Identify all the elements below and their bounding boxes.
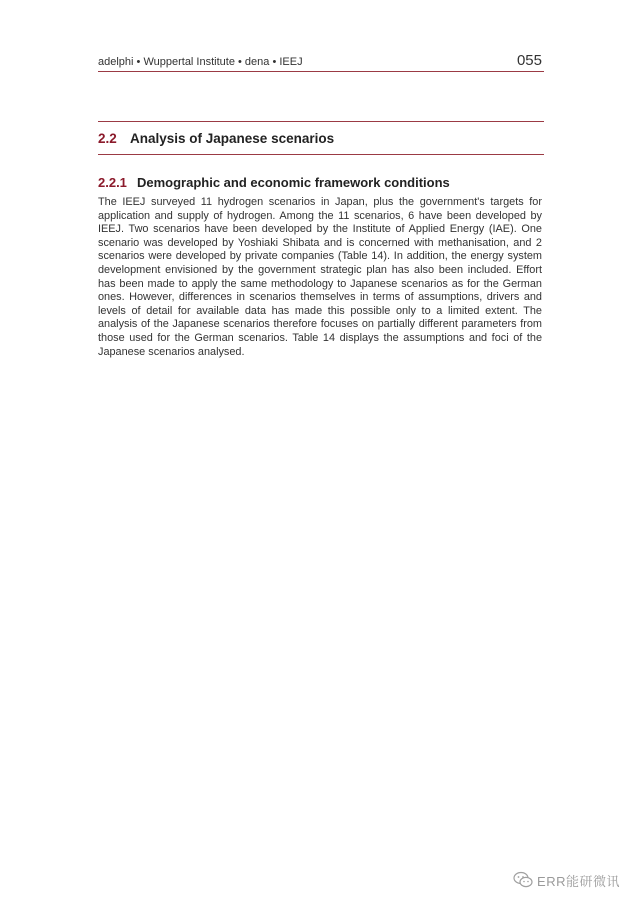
page-number: 055 xyxy=(516,52,542,69)
header-rule xyxy=(98,71,544,72)
subsection-number: 2.2.1 xyxy=(98,175,127,190)
watermark-text: ERR能研微讯 xyxy=(537,873,620,889)
subsection-heading xyxy=(98,175,450,190)
body-paragraph: The IEEJ surveyed 11 hydrogen scenarios in Japan, plus the government's targets for application and supply of hydrogen. Among the 11 scenarios, 6 have been developed by IEEJ. Two scenarios have been developed by the Institute of Applied Energy (IAE). One scenario was developed by Yoshiaki Shibata and is concerned with methanisation, and 2 scenarios were developed by private companies (Table 14). In addition, the energy system development envisioned by the government strategic plan has also been included. Effort has been made to apply the same methodology to Japanese scenarios as for the German ones. However, differences in scenarios themselves in terms of assumptions, drivers and levels of detail for available data has made this possible only to a limited extent. The analysis of the Japanese scenarios therefore focuses on partially different parameters from those used for the German scenarios. Table 14 displays the assumptions and foci of the Japanese scenarios analysed. xyxy=(98,196,542,358)
header-authors: adelphi • Wuppertal Institute • dena • IEEJ xyxy=(98,56,303,68)
wechat-icon xyxy=(513,871,533,889)
page-header xyxy=(98,52,542,72)
section-title: Analysis of Japanese scenarios xyxy=(130,131,335,146)
section-top-rule xyxy=(98,121,544,122)
subsection-title: Demographic and economic framework conditions xyxy=(137,175,450,190)
section-bottom-rule xyxy=(98,154,544,155)
section-number: 2.2 xyxy=(98,131,117,146)
section-heading xyxy=(98,131,334,146)
watermark xyxy=(513,869,620,891)
